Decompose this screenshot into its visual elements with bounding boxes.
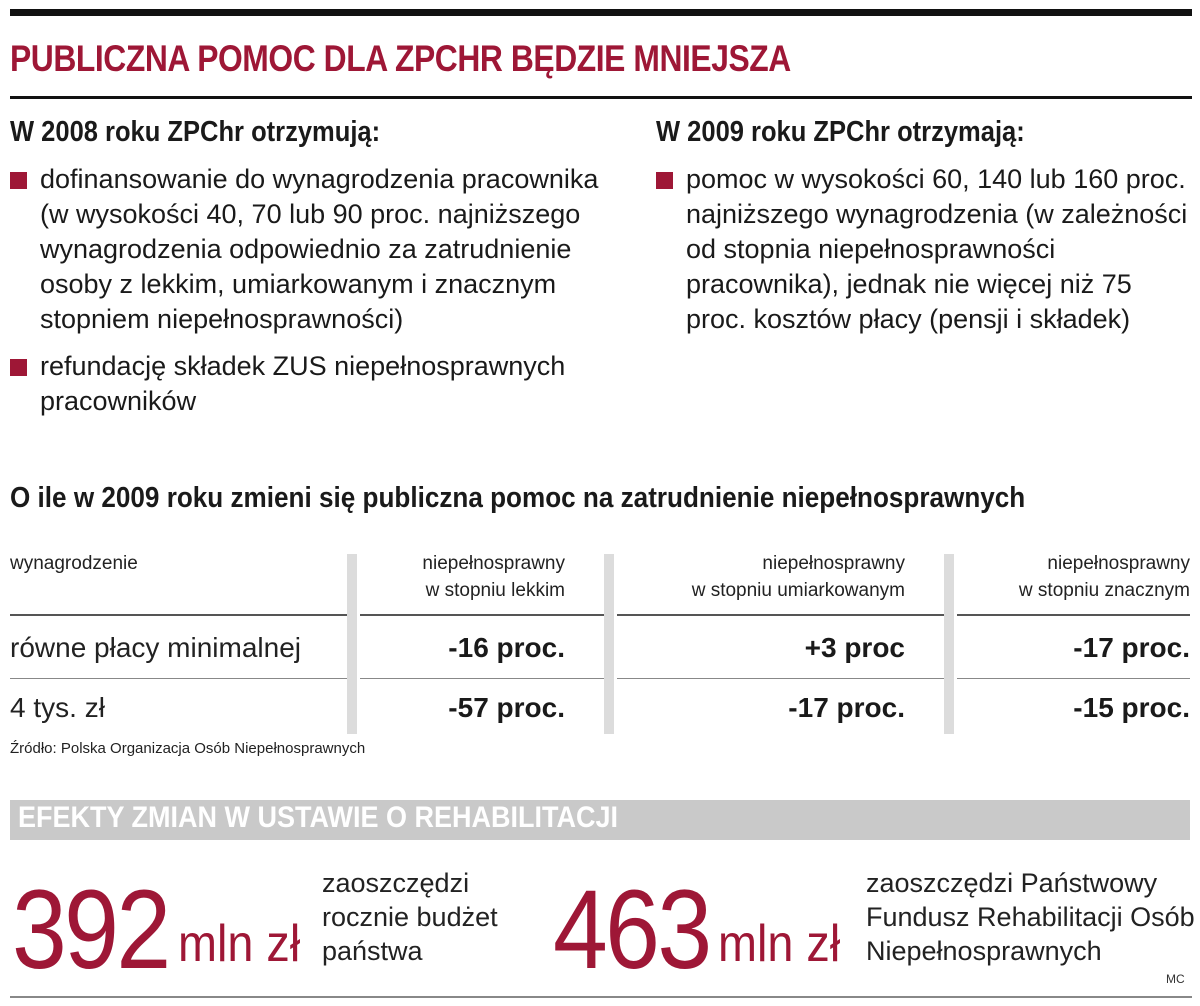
source-note: Źródło: Polska Organizacja Osób Niepełnosprawnych (10, 740, 366, 757)
value-umiarkowany: -17 proc. (788, 692, 905, 723)
header-line: niepełnosprawny (762, 553, 905, 574)
desc-line: zaoszczędzi (322, 868, 470, 898)
desc-line: zaoszczędzi Państwowy (866, 868, 1158, 898)
column-separator (944, 554, 954, 734)
bullet-square-icon (656, 172, 673, 189)
header-line: w stopniu znacznym (1018, 580, 1190, 601)
row-rule (617, 678, 944, 679)
header-line: w stopniu umiarkowanym (691, 580, 905, 601)
list-item-text: pomoc w wysokości 60, 140 lub 160 proc. najniższego wynagrodzenia (w zależności od stopnia niepełnosprawności pracownika), jednak nie więcej niż 75 proc. kosztów płacy (pensji i składek) (686, 164, 1188, 334)
header-rule (10, 614, 347, 616)
header-rule (360, 614, 604, 616)
row-rule (10, 678, 347, 679)
stat2-description (866, 866, 1195, 968)
desc-line: Fundusz Rehabilitacji Osób (866, 902, 1195, 932)
stat2-number: 463 (553, 867, 710, 992)
stat1-number: 392 (12, 867, 169, 992)
bullet-square-icon (10, 172, 27, 189)
desc-line: Niepełnosprawnych (866, 936, 1102, 966)
list-2009 (656, 162, 1196, 337)
header-wynagrodzenie: wynagrodzenie (10, 553, 138, 574)
value-znaczny: -15 proc. (1073, 692, 1190, 723)
value-lekki: -16 proc. (448, 632, 565, 663)
desc-line: państwa (322, 936, 423, 966)
table-title: O ile w 2009 roku zmieni się publiczna pomoc na zatrudnienie niepełnosprawnych (10, 482, 1026, 514)
list-item-text: dofinansowanie do wynagrodzenia pracownika (w wysokości 40, 70 lub 90 proc. najniższego wynagrodzenia odpowiednio za zatrudnienie osoby z lekkim, umiarkowanym i znacznym stopniem niepełnosprawności) (40, 164, 599, 334)
list-item-text: refundację składek ZUS niepełnosprawnych pracowników (40, 351, 566, 416)
title-rule (10, 96, 1192, 99)
header-umiarkowany (617, 550, 905, 604)
desc-line: rocznie budżet (322, 902, 498, 932)
list-item (10, 162, 620, 337)
value-umiarkowany: +3 proc (804, 632, 905, 663)
header-rule (957, 614, 1190, 616)
row-label: 4 tys. zł (10, 692, 105, 723)
header-line: niepełnosprawny (422, 553, 565, 574)
list-item (656, 162, 1196, 337)
bullet-square-icon (10, 359, 27, 376)
column-separator (604, 554, 614, 734)
stat1-description (322, 866, 498, 968)
value-lekki: -57 proc. (448, 692, 565, 723)
row-label: równe płacy minimalnej (10, 632, 302, 663)
list-2008 (10, 162, 620, 419)
credit: MC (1166, 972, 1185, 986)
stat2-unit: mln zł (718, 915, 841, 973)
value-znaczny: -17 proc. (1073, 632, 1190, 663)
heading-2008: W 2008 roku ZPChr otrzymują: (10, 116, 381, 148)
bottom-rule (10, 996, 1192, 998)
header-lekki (360, 550, 565, 604)
heading-2009: W 2009 roku ZPChr otrzymają: (656, 116, 1025, 148)
header-znaczny (957, 550, 1190, 604)
stat1-unit: mln zł (178, 915, 301, 973)
header-line: niepełnosprawny (1047, 553, 1190, 574)
header-line: w stopniu lekkim (425, 580, 565, 601)
column-separator (347, 554, 357, 734)
header-rule (617, 614, 944, 616)
row-rule (957, 678, 1190, 679)
effects-title: EFEKTY ZMIAN W USTAWIE O REHABILITACJI (18, 801, 619, 834)
row-rule (360, 678, 604, 679)
list-item (10, 349, 620, 419)
main-title: PUBLICZNA POMOC DLA ZPCHR BĘDZIE MNIEJSZA (10, 38, 791, 79)
top-rule (10, 9, 1192, 16)
